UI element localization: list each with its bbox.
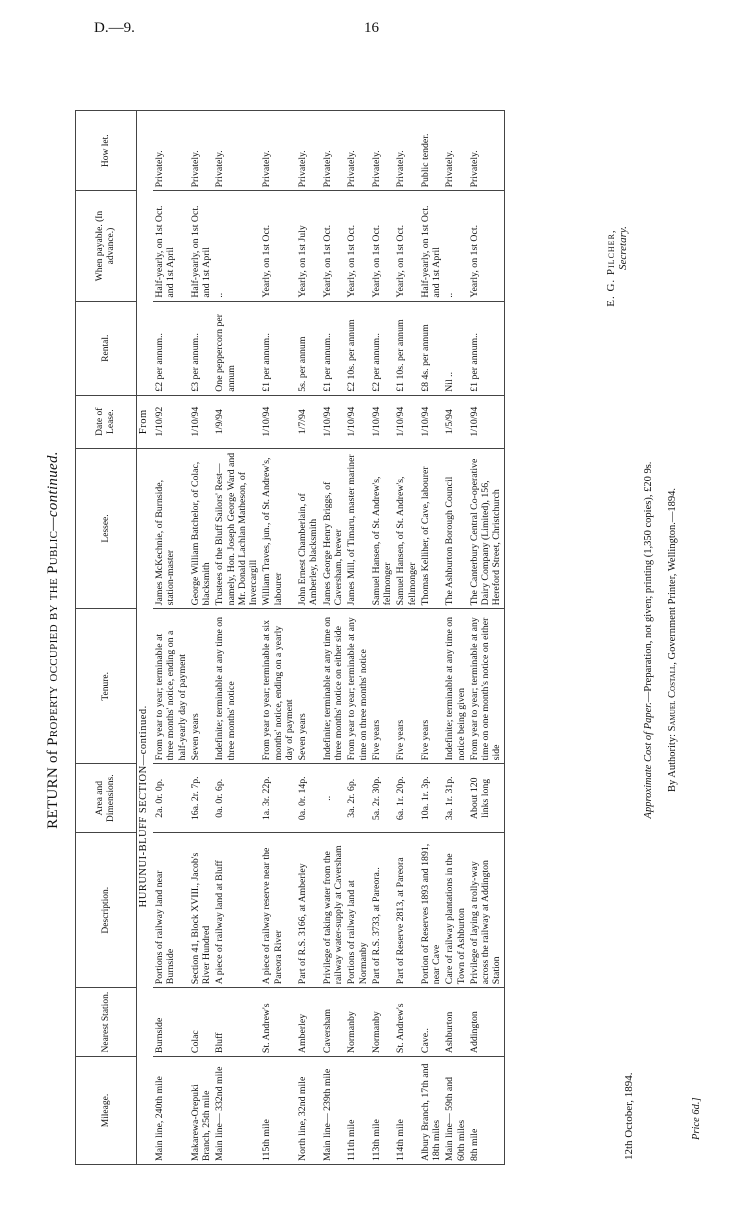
section-row bbox=[137, 111, 154, 1165]
cell-description: Privilege of laying a trolly-way across the railway at Addington Station bbox=[468, 833, 504, 988]
cell-rental: £1 per annum.. bbox=[260, 301, 296, 395]
cell-area: 3a. 1r. 31p. bbox=[443, 764, 468, 833]
cell-rental: £3 per annum.. bbox=[189, 301, 214, 395]
col-area: Area and Dimensions. bbox=[76, 764, 137, 833]
cell-mileage: 8th mile bbox=[468, 1057, 504, 1165]
cell-howlet: Privately. bbox=[468, 111, 504, 191]
cell-area: 6a. 1r. 20p. bbox=[394, 764, 419, 833]
cell-date: 1/9/94 bbox=[213, 395, 260, 448]
cell-rental: One peppercorn per annum bbox=[213, 301, 260, 395]
cell-station: Ashburton bbox=[443, 988, 468, 1057]
cell-date: 1/10/94 bbox=[468, 395, 504, 448]
page-number: 16 bbox=[364, 20, 379, 36]
cell-payable: .. bbox=[213, 191, 260, 301]
cell-area: 0a. 0r. 6p. bbox=[213, 764, 260, 833]
cell-lessee: The Ashburton Borough Council bbox=[443, 448, 468, 609]
table-row bbox=[296, 111, 321, 1165]
cell-description: Privilege of taking water from the railway water-supply at Caversham bbox=[321, 833, 346, 988]
cell-station: Addington bbox=[468, 988, 504, 1057]
cell-tenure: Seven years bbox=[296, 609, 321, 764]
cell-payable: Yearly, on 1st Oct. bbox=[321, 191, 346, 301]
cell-station: Burnside bbox=[153, 988, 189, 1057]
cell-rental: £8 4s. per annum bbox=[419, 301, 444, 395]
cell-station: Normanby bbox=[345, 988, 370, 1057]
cell-area: 1a. 3r. 22p. bbox=[260, 764, 296, 833]
cell-station: Cave.. bbox=[419, 988, 444, 1057]
col-date: Date of Lease. bbox=[76, 395, 137, 448]
cell-payable: Yearly, on 1st July bbox=[296, 191, 321, 301]
cell-mileage: Main line— 239th mile bbox=[321, 1057, 346, 1165]
cell-station: Caversham bbox=[321, 988, 346, 1057]
table-row bbox=[419, 111, 444, 1165]
cell-lessee: The Canterbury Central Co-operative Dairy Company (Limited), 156, Hereford Street, Christchurch bbox=[468, 448, 504, 609]
cell-rental: £2 10s. per annum bbox=[345, 301, 370, 395]
cell-area: 3a. 2r. 6p. bbox=[345, 764, 370, 833]
cell-date: 1/10/94 bbox=[419, 395, 444, 448]
table-row bbox=[153, 111, 189, 1165]
cell-description: Part of Reserve 2813, at Pareora bbox=[394, 833, 419, 988]
table-row bbox=[468, 111, 504, 1165]
cell-payable: Yearly, on 1st Oct. bbox=[394, 191, 419, 301]
cell-area: 16a. 2r. 7p. bbox=[189, 764, 214, 833]
cell-tenure: From year to year; terminable at six months' notice, ending on a yearly day of payment bbox=[260, 609, 296, 764]
cell-mileage: 113th mile bbox=[370, 1057, 395, 1165]
cell-date: 1/10/94 bbox=[189, 395, 214, 448]
cell-rental: £2 per annum.. bbox=[370, 301, 395, 395]
cell-lessee: James George Henry Briggs, of Caversham, brewer bbox=[321, 448, 346, 609]
col-payable: When payable. (In advance.) bbox=[76, 191, 137, 301]
cell-tenure: From year to year; terminable at any time on three months' notice bbox=[345, 609, 370, 764]
return-table bbox=[75, 110, 505, 1165]
cell-payable: Half-yearly, on 1st Oct. and 1st April bbox=[189, 191, 214, 301]
cell-date: 1/10/94 bbox=[345, 395, 370, 448]
cell-station: St. Andrew's bbox=[394, 988, 419, 1057]
cell-description: A piece of railway land at Bluff bbox=[213, 833, 260, 988]
cell-payable: Half-yearly, on 1st Oct. and 1st April bbox=[419, 191, 444, 301]
cell-description: Section 41, Block XVIII., Jacob's River Hundred bbox=[189, 833, 214, 988]
cell-area: 0a. 0r. 14p. bbox=[296, 764, 321, 833]
cell-payable: Half-yearly, on 1st Oct. and 1st April bbox=[153, 191, 189, 301]
cell-lessee: James McKechnie, of Burnside, station-master bbox=[153, 448, 189, 609]
cell-tenure: Seven years bbox=[189, 609, 214, 764]
cell-payable: Yearly, on 1st Oct. bbox=[345, 191, 370, 301]
cell-area: 2a. 0r. 0p. bbox=[153, 764, 189, 833]
footer-date: 12th October, 1894. bbox=[623, 1072, 635, 1160]
cell-area: 5a. 2r. 30p. bbox=[370, 764, 395, 833]
cell-lessee: William Traves, jun., of St. Andrew's, labourer bbox=[260, 448, 296, 609]
cell-mileage: Main line, 240th mile bbox=[153, 1057, 189, 1165]
cell-area: About 120 links long bbox=[468, 764, 504, 833]
cell-date: 1/7/94 bbox=[296, 395, 321, 448]
cell-rental: £1 per annum.. bbox=[468, 301, 504, 395]
cell-rental: £1 10s. per annum bbox=[394, 301, 419, 395]
cell-mileage: 114th mile bbox=[394, 1057, 419, 1165]
cell-station: St. Andrew's bbox=[260, 988, 296, 1057]
cell-station: Colac bbox=[189, 988, 214, 1057]
cell-description: Care of railway plantations in the Town of Ashburton bbox=[443, 833, 468, 988]
cell-payable: Yearly, on 1st Oct. bbox=[468, 191, 504, 301]
cell-mileage: Albury Branch, 17th and 18th miles bbox=[419, 1057, 444, 1165]
cell-mileage: Main line— 59th and 60th miles bbox=[443, 1057, 468, 1165]
table-row bbox=[394, 111, 419, 1165]
cell-tenure: From year to year; terminable at three months' notice, ending on a half-yearly day of payment bbox=[153, 609, 189, 764]
cell-mileage: 111th mile bbox=[345, 1057, 370, 1165]
col-station: Nearest Station. bbox=[76, 988, 137, 1057]
price: Price 6d.] bbox=[691, 1097, 702, 1140]
cell-lessee: George William Batchelor, of Colac, blacksmith bbox=[189, 448, 214, 609]
cell-area: 10a. 1r. 3p. bbox=[419, 764, 444, 833]
cell-description: Part of R.S. 3166, at Amberley bbox=[296, 833, 321, 988]
cell-howlet: Privately. bbox=[370, 111, 395, 191]
cell-lessee: Samuel Hansen, of St. Andrew's, fellmonger bbox=[394, 448, 419, 609]
approx-cost: Approximate Cost of Paper.—Preparation, not given; printing (1,350 copies), £20 9s. bbox=[643, 461, 654, 819]
cell-mileage: Makarewa-Orepuki Branch, 25th mile bbox=[189, 1057, 214, 1165]
cell-tenure: Indefinite; terminable at any time on three months' notice on either side bbox=[321, 609, 346, 764]
cell-tenure: From year to year; terminable at any time on one month's notice on either side bbox=[468, 609, 504, 764]
page-title: RETURN of Property occupied by the Public—continued. bbox=[45, 451, 61, 829]
signature-title: Secretary. bbox=[617, 226, 629, 270]
header-row bbox=[76, 111, 137, 1165]
cell-rental: £1 per annum.. bbox=[321, 301, 346, 395]
cell-tenure: Indefinite; terminable at any time on three months' notice bbox=[213, 609, 260, 764]
cell-date: 1/10/92 bbox=[153, 395, 189, 448]
cell-howlet: Privately. bbox=[345, 111, 370, 191]
cell-tenure: Five years bbox=[419, 609, 444, 764]
cell-howlet: Privately. bbox=[296, 111, 321, 191]
cell-lessee: Thomas Kelliher, of Cave, labourer bbox=[419, 448, 444, 609]
cell-mileage: Main line— 332nd mile bbox=[213, 1057, 260, 1165]
printer-authority: By Authority: Samuel Costall, Government Printer, Wellington.—1894. bbox=[667, 487, 678, 793]
cell-date: 1/5/94 bbox=[443, 395, 468, 448]
cell-lessee: Samuel Hansen, of St. Andrew's, fellmonger bbox=[370, 448, 395, 609]
cell-howlet: Privately. bbox=[213, 111, 260, 191]
cell-description: Portions of railway land at Normanby bbox=[345, 833, 370, 988]
from-label: From bbox=[137, 395, 154, 448]
cell-date: 1/10/94 bbox=[321, 395, 346, 448]
cell-date: 1/10/94 bbox=[394, 395, 419, 448]
cell-tenure: Five years bbox=[394, 609, 419, 764]
cell-mileage: North line, 32nd mile bbox=[296, 1057, 321, 1165]
cell-rental: £2 per annum.. bbox=[153, 301, 189, 395]
cell-howlet: Privately. bbox=[189, 111, 214, 191]
cell-payable: Yearly, on 1st Oct. bbox=[370, 191, 395, 301]
table-row bbox=[260, 111, 296, 1165]
cell-station: Bluff bbox=[213, 988, 260, 1057]
cell-howlet: Privately. bbox=[443, 111, 468, 191]
cell-rental: 5s. per annum bbox=[296, 301, 321, 395]
cell-mileage: 115th mile bbox=[260, 1057, 296, 1165]
cell-lessee: Trustees of the Bluff Sailors' Rest—namely, Hon. Joseph George Ward and Mr. Donald Lachlan Matheson, of Invercargill bbox=[213, 448, 260, 609]
cell-station: Amberley bbox=[296, 988, 321, 1057]
col-lessee: Lessee. bbox=[76, 448, 137, 609]
table-row bbox=[213, 111, 260, 1165]
signature bbox=[605, 226, 629, 310]
cell-payable: Yearly, on 1st Oct. bbox=[260, 191, 296, 301]
header-ref: D.—9. bbox=[94, 20, 135, 36]
signature-name: E. G. Pilcher, bbox=[605, 229, 617, 307]
cell-description: Portion of Reserves 1893 and 1891, near Cave bbox=[419, 833, 444, 988]
cell-payable: .. bbox=[443, 191, 468, 301]
cell-station: Normanby bbox=[370, 988, 395, 1057]
cell-howlet: Privately. bbox=[153, 111, 189, 191]
cell-howlet: Privately. bbox=[260, 111, 296, 191]
cell-lessee: James Mill, of Timaru, master mariner bbox=[345, 448, 370, 609]
rotated-page bbox=[45, 100, 735, 1180]
cell-description: Portions of railway land near Burnside bbox=[153, 833, 189, 988]
cell-howlet: Privately. bbox=[321, 111, 346, 191]
table-row bbox=[443, 111, 468, 1165]
table-row bbox=[370, 111, 395, 1165]
table-row bbox=[345, 111, 370, 1165]
col-description: Description. bbox=[76, 833, 137, 988]
table-row bbox=[189, 111, 214, 1165]
col-tenure: Tenure. bbox=[76, 609, 137, 764]
cell-howlet: Public tender. bbox=[419, 111, 444, 191]
col-howlet: How let. bbox=[76, 111, 137, 191]
table-row bbox=[321, 111, 346, 1165]
col-mileage: Mileage. bbox=[76, 1057, 137, 1165]
col-rental: Rental. bbox=[76, 301, 137, 395]
cell-rental: Nil .. bbox=[443, 301, 468, 395]
cell-howlet: Privately. bbox=[394, 111, 419, 191]
cell-area: .. bbox=[321, 764, 346, 833]
cell-date: 1/10/94 bbox=[370, 395, 395, 448]
cell-description: A piece of railway reserve near the Pareora River bbox=[260, 833, 296, 988]
cell-description: Part of R.S. 3733, at Pareora.. bbox=[370, 833, 395, 988]
cell-date: 1/10/94 bbox=[260, 395, 296, 448]
section-title: HURUNUI-BLUFF SECTION—continued. bbox=[137, 448, 154, 1164]
cell-tenure: Indefinite; terminable at any time on notice being given bbox=[443, 609, 468, 764]
cell-tenure: Five years bbox=[370, 609, 395, 764]
cell-lessee: John Ernest Chamberlain, of Amberley, blacksmith bbox=[296, 448, 321, 609]
